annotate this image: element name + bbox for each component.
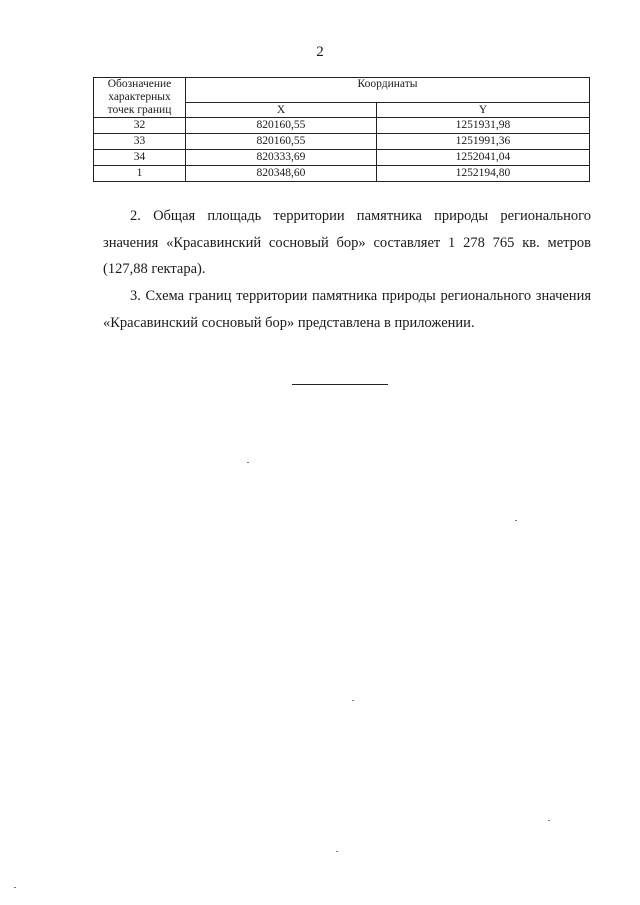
paragraph-total-area-text: 2. Общая площадь территории памятника природы регионального значения «Красавинский сосновый бор» составляет 1 278 765 кв. метров (127,88 гектара). bbox=[103, 208, 591, 277]
paragraph-boundary-scheme bbox=[103, 283, 591, 336]
table-row bbox=[94, 118, 590, 134]
x-cell: 820348,60 bbox=[186, 166, 377, 182]
scan-speck bbox=[14, 887, 16, 888]
point-cell: 32 bbox=[94, 118, 186, 134]
y-cell: 1252194,80 bbox=[376, 166, 589, 182]
table-row bbox=[94, 150, 590, 166]
y-cell: 1251991,36 bbox=[376, 134, 589, 150]
paragraph-total-area bbox=[103, 203, 591, 283]
point-cell: 34 bbox=[94, 150, 186, 166]
page-number: 2 bbox=[316, 44, 324, 60]
header-y: Y bbox=[376, 103, 589, 118]
scan-speck bbox=[548, 820, 550, 821]
header-x: X bbox=[186, 103, 377, 118]
coordinates-table bbox=[93, 77, 590, 182]
header-point-designation: Обозначение характерных точек границ bbox=[94, 78, 186, 118]
table-row bbox=[94, 134, 590, 150]
end-divider-line bbox=[292, 384, 388, 385]
y-cell: 1251931,98 bbox=[376, 118, 589, 134]
scan-speck bbox=[336, 851, 338, 852]
header-coordinates: Координаты bbox=[186, 78, 590, 103]
table-row bbox=[94, 166, 590, 182]
scan-speck bbox=[352, 700, 354, 701]
point-cell: 33 bbox=[94, 134, 186, 150]
y-cell: 1252041,04 bbox=[376, 150, 589, 166]
paragraph-boundary-scheme-text: 3. Схема границ территории памятника природы регионального значения «Красавинский сосновый бор» представлена в приложении. bbox=[103, 288, 591, 331]
x-cell: 820160,55 bbox=[186, 134, 377, 150]
scan-speck bbox=[515, 520, 517, 521]
point-cell: 1 bbox=[94, 166, 186, 182]
scan-speck bbox=[247, 462, 249, 463]
x-cell: 820333,69 bbox=[186, 150, 377, 166]
x-cell: 820160,55 bbox=[186, 118, 377, 134]
